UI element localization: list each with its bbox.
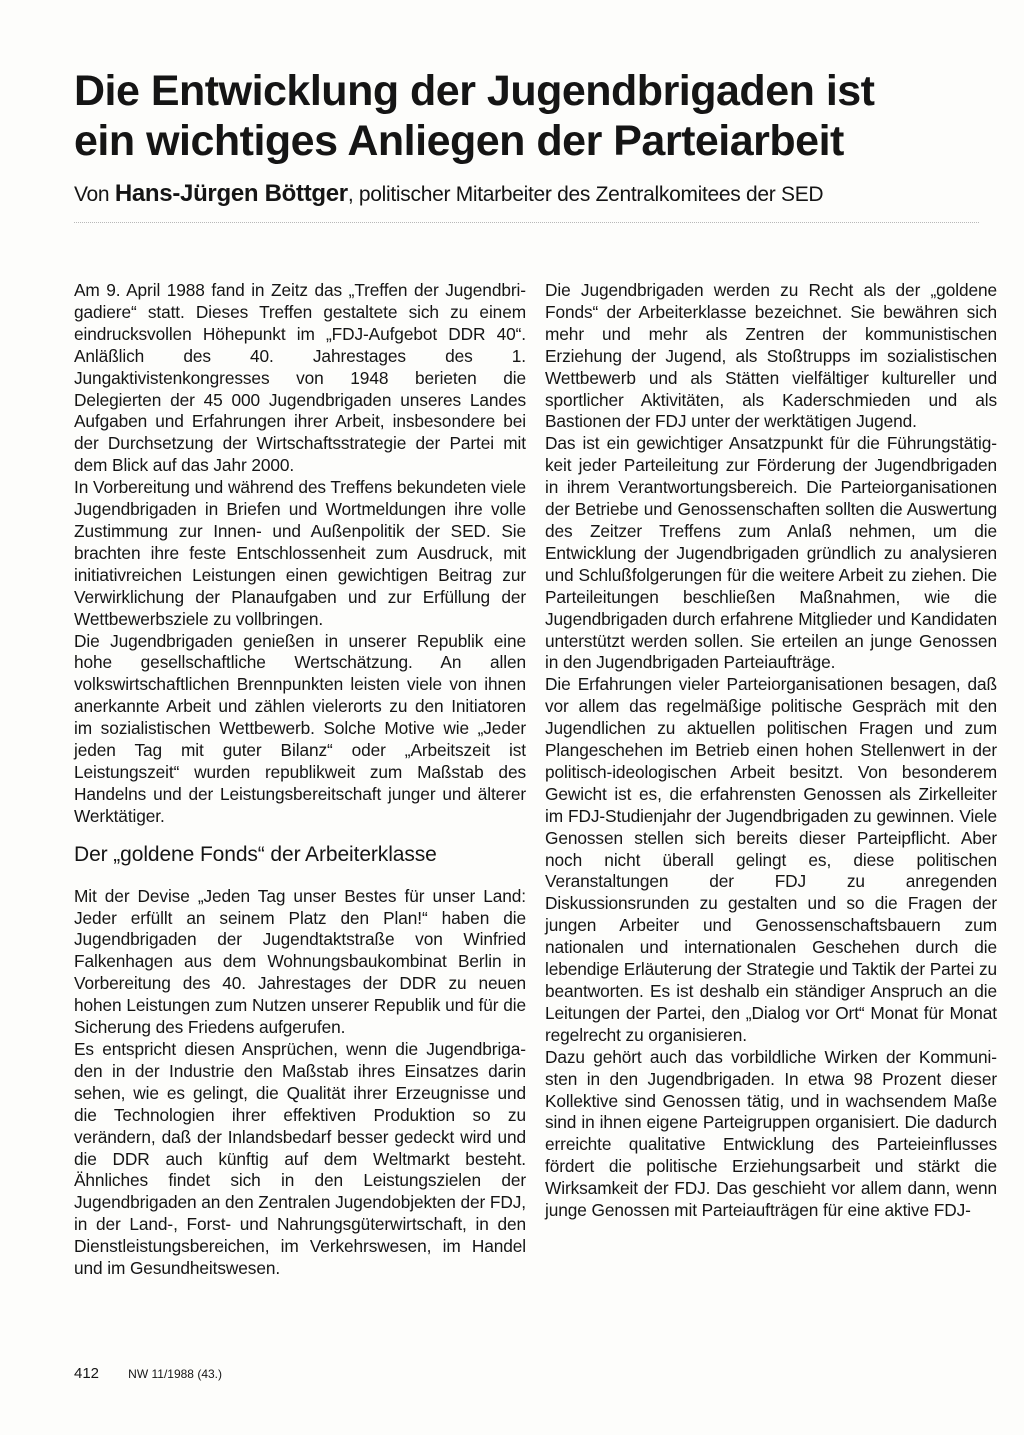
left-column [74,280,526,1280]
paragraph: In Vorbereitung und während des Treffens bekundeten viele Jugendbrigaden in Briefen und Wortmeldungen ihre volle Zustimmung zur Innen- und Außenpolitik der SED. Sie brachten ihre feste Entschlossenheit zum Ausdruck, mit initiativreichen Leistungen einen gewichtigen Beitrag zur Verwirklichung der Planaufgaben und zur Erfüllung der Wettbewerbsziele zu vollbringen. [74,477,526,629]
paragraph: Mit der Devise „Jeden Tag unser Bestes für unser Land: Jeder erfüllt an seinem Platz den Plan!“ haben die Jugendbrigaden der Jugendtaktstraße von Winfried Falkenhagen aus dem Wohnungsbaukombinat Berlin in Vorbereitung des 40. Jahrestages der DDR zu neuen hohen Leistungen zum Nutzen unserer Republik und für die Sicherung des Friedens aufgerufen. [74,885,526,1038]
author-name: Hans-Jürgen Böttger [114,180,348,207]
paragraph: Am 9. April 1988 fand in Zeitz das „Treffen der Jugendbrigadiere“ statt. Dieses Treffen gestaltete sich zu einem eindrucksvollen Höhepunkt im „FDJ-Aufgebot DDR 40“. Anläßlich des 40. Jahrestages des 1. Jungaktivistenkongresses von 1948 berieten die Delegierten der 45 000 Jugendbrigaden unseres Landes Aufgaben und Erfahrungen ihrer Arbeit, insbesondere bei der Durchsetzung der Wirtschaftsstrategie der Partei mit dem Blick auf das Jahr 2000. [74,280,526,476]
byline-role: , politischer Mitarbeiter des Zentralkomitees der SED [347,183,824,206]
paragraph: Dazu gehört auch das vorbildliche Wirken der Kommunisten in den Jugendbrigaden. In etwa 98 Prozent dieser Kollektive sind Genossen tätig, und in wachsendem Maße sind in ihnen eigene Parteigruppen organisiert. Die dadurch erreichte qualitative Entwicklung des Parteieinflusses fördert die politische Erziehungsarbeit und stärkt die Wirksamkeit der FDJ. Das geschieht vor allem dann, wenn junge Genossen mit Parteiaufträgen für eine aktive FDJ- [545,1046,997,1221]
paragraph: Die Jugendbrigaden werden zu Recht als der „goldene Fonds“ der Arbeiterklasse bezeichnet. Sie bewähren sich mehr und mehr als Zentren der kommunistischen Erziehung der Jugend, als Stoßtrupps im sozialistischen Wettbewerb und als Stätten vielfältiger kultureller und sportlicher Aktivitäten, als Kaderschmieden und als Bastionen der FDJ unter der werktätigen Jugend. [545,280,997,432]
paragraph: Die Erfahrungen vieler Parteiorganisationen besagen, daß vor allem das regelmäßige politische Gespräch mit den Jugendlichen zu aktuellen politischen Fragen und zum Plangeschehen im Betrieb einen hohen Stellenwert in der politisch-ideologischen Arbeit besitzt. Von besonderem Gewicht ist es, die erfahrensten Genossen als Zirkelleiter im FDJ-Studienjahr der Jugendbrigaden zu gewinnen. Viele Genossen stellen sich bereits dieser Parteipflicht. Aber noch nicht überall gelingt es, diese politischen Veranstaltungen der FDJ zu anregenden Diskussionsrunden zu gestalten und so die Fragen der jungen Arbeiter und Genossenschaftsbauern zum nationalen und internationalen Geschehen durch die lebendige Erläuterung der Strategie und Taktik der Partei zu beantworten. Es ist deshalb ein ständiger Anspruch an die Leitungen der Partei, den „Dialog vor Ort“ Monat für Monat regelrecht zu organisieren. [545,674,997,1045]
right-column [545,280,997,1222]
paragraph: Es entspricht diesen Ansprüchen, wenn die Jugendbrigaden in der Industrie den Maßstab ihres Einsatzes darin sehen, wie es gelingt, die Qualität ihrer Erzeugnisse und die Technologien ihrer effektiven Produktion so zu verändern, daß der Inlandsbedarf besser gedeckt wird und die DDR auch künftig auf dem Weltmarkt besteht. Ähnliches findet sich in den Leistungszielen der Jugendbrigaden an den Zentralen Jugendobjekten der FDJ, in der Land-, Forst- und Nahrungsgüterwirtschaft, in den Dienstleistungsbereichen, im Verkehrswesen, im Handel und im Gesundheitswesen. [74,1039,526,1279]
byline [74,180,1004,209]
byline-prefix: Von [74,183,115,206]
paragraph: Das ist ein gewichtiger Ansatzpunkt für die Führungstätigkeit jeder Parteileitung zur Förderung der Jugendbrigaden in ihrem Verantwortungsbereich. Die Parteiorganisationen der Betriebe und Genossenschaften sollten die Auswertung des Zeitzer Treffens zum Anlaß nehmen, um die Entwicklung der Jugendbrigaden gründlich zu analysieren und Schlußfolgerungen für die weitere Arbeit zu ziehen. Die Parteileitungen beschließen Maßnahmen, wie die Jugendbrigaden durch erfahrene Mitglieder und Kandidaten unterstützt werden sollen. Sie erteilen an junge Genossen in den Jugendbrigaden Parteiaufträge. [545,433,997,673]
paragraph: Die Jugendbrigaden genießen in unserer Republik eine hohe gesellschaftliche Wertschätzung. An allen volkswirtschaftlichen Brennpunkten leisten viele von ihnen anerkannte Arbeit und zählen vielerorts zu den Initiatoren im sozialistischen Wettbewerb. Solche Motive wie „Jeder jeden Tag mit guter Bilanz“ oder „Arbeitszeit ist Leistungszeit“ wurden republikweit zum Maßstab des Handelns und der Leistungsbereitschaft junger und älterer Werktätiger. [74,630,526,826]
header-rule [74,222,979,223]
page-footer [74,1364,222,1384]
title-line-1: Die Entwicklung der Jugendbrigaden ist [74,67,875,115]
section-subheading: Der „goldene Fonds“ der Arbeiterklasse [74,842,437,866]
page-number: 412 [74,1365,100,1382]
article-title [74,66,974,166]
title-line-2: ein wichtiges Anliegen der Parteiarbeit [74,117,844,165]
issue-reference: NW 11/1988 (43.) [128,1367,222,1381]
